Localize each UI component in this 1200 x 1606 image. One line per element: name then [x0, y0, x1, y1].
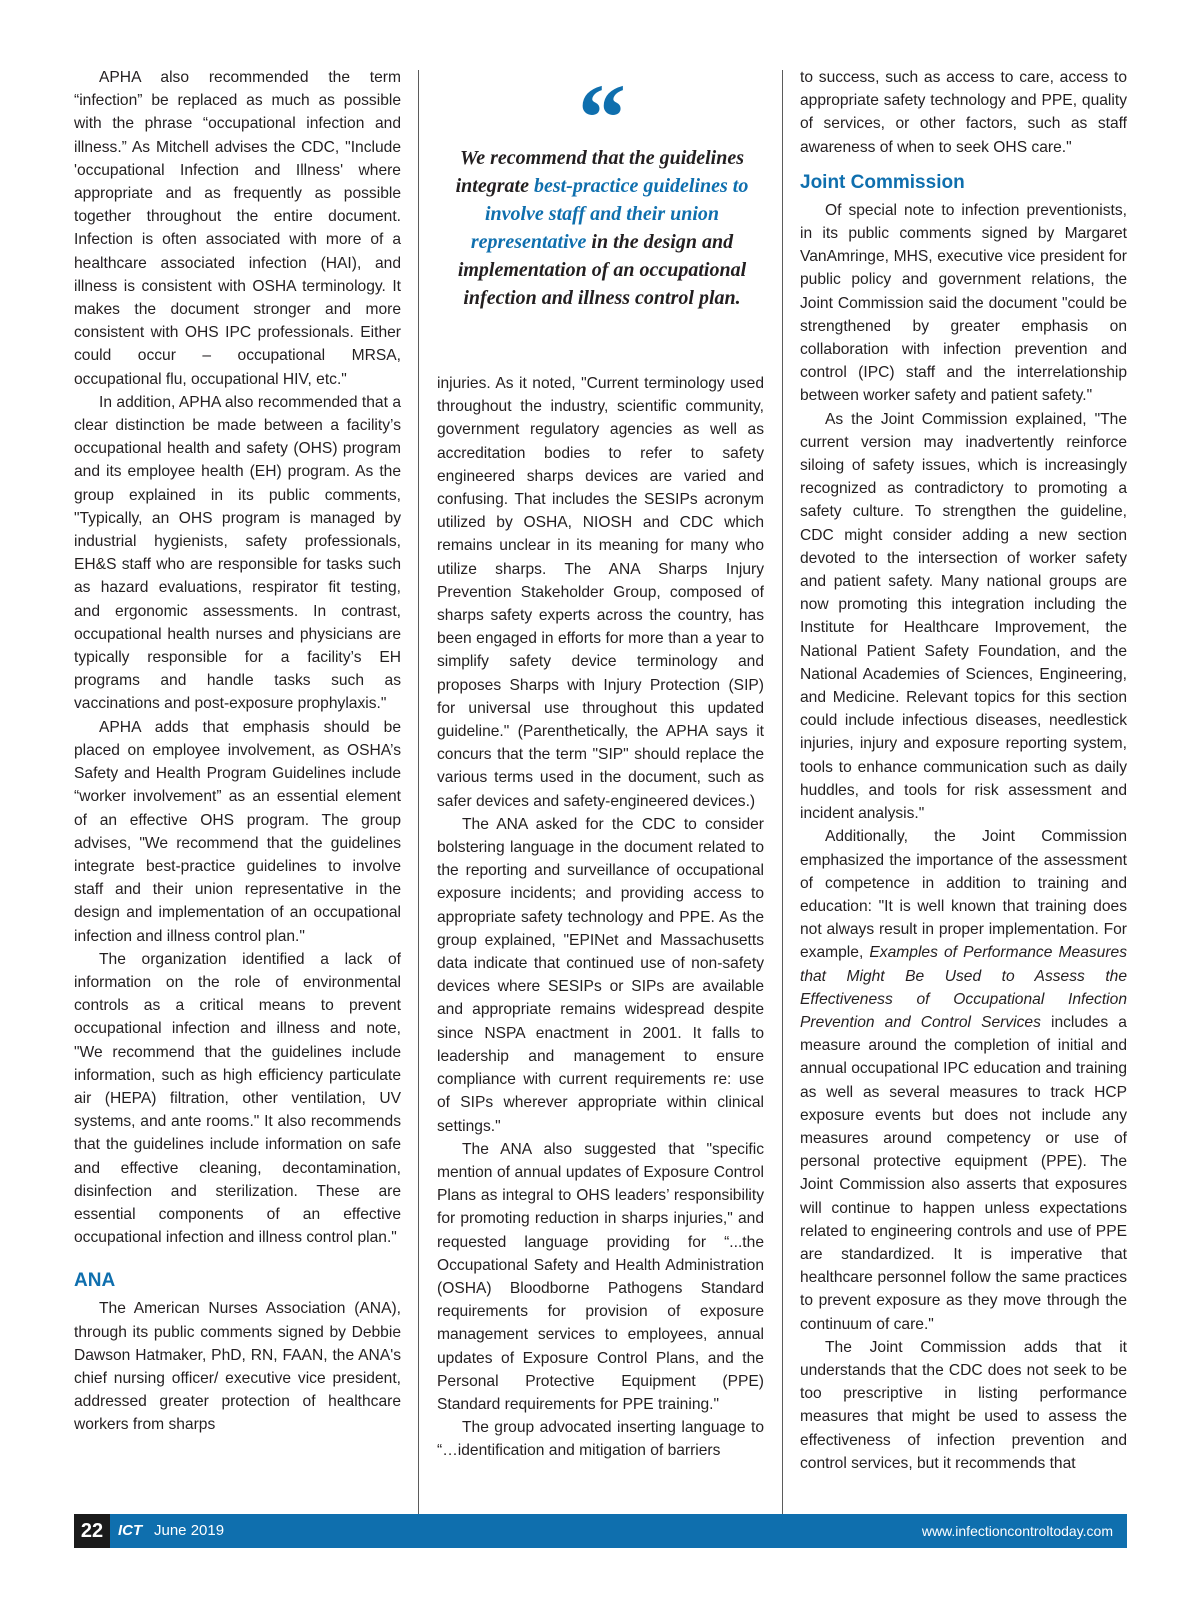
paragraph: The group advocated inserting language to “…identification and mitigation of barriers — [437, 1419, 764, 1460]
paragraph — [800, 825, 1127, 1335]
quote-mark-icon: “ — [578, 64, 626, 171]
issue-date: June 2019 — [154, 1522, 225, 1539]
column-divider-left — [418, 70, 419, 1540]
publication-name: ICT — [118, 1522, 143, 1539]
pull-quote — [432, 64, 772, 312]
section-heading-joint-commission: Joint Commission — [800, 171, 965, 193]
paragraph: to success, such as access to care, access to appropriate safety technology and PPE, quality of services, or other factors, such as staff awareness of when to seek OHS care." — [800, 69, 1127, 156]
website-link[interactable]: www.infectioncontroltoday.com — [921, 1523, 1113, 1539]
paragraph: The organization identified a lack of information on the role of environmental controls as a critical means to prevent occupational infection and illness and note, "We recommend that the guidelines include information, such as high efficiency particulate air (HEPA) filtration, other ventilation, UV systems, and ante rooms." It also recommends that the guidelines include information on safe and effective cleaning, decontamination, disinfection and sterilization. These are essential components of an effective occupational infection and illness control plan." — [74, 950, 401, 1247]
paragraph: In addition, APHA also recommended that a clear distinction be made between a facility’s occupational health and safety (OHS) program and its employee health (EH) program. As the group explained in its public comments, "Typically, an OHS program is managed by industrial hygienists, safety professionals, EH&S staff who are responsible for tasks such as hazard evaluations, respirator fit testing, and ergonomic assessments. In contrast, occupational health nurses and physicians are typically responsible for a facility’s EH programs and handle tasks such as vaccinations and post-exposure prophylaxis." — [74, 393, 401, 713]
paragraph: APHA adds that emphasis should be placed on employee involvement, as OSHA’s Safety and Health Program Guidelines include “worker involvement” as an essential element of an effective OHS program. The group advises, "We recommend that the guidelines integrate best-practice guidelines to involve staff and their union representative in the design and implementation of an occupational infection and illness control plan." — [74, 718, 401, 945]
page-number: 22 — [74, 1514, 110, 1548]
paragraph: The ANA also suggested that "specific mention of annual updates of Exposure Control Plans as integral to OHS leaders’ responsibility for promoting reduction in sharps injuries," and requested language providing for “...the Occupational Safety and Health Administration (OSHA) Bloodborne Pathogens Standard requirements for provision of exposure management services to employees, annual updates of Exposure Control Plans, and the Personal Protective Equipment (PPE) Standard requirements for PPE training." — [437, 1140, 764, 1413]
column-3 — [800, 66, 1127, 1531]
pull-quote-text-end: in the design and implementation of an occupational infection and illness control plan. — [457, 231, 747, 309]
pull-quote-text-start: We recommend that the guidelines integrate — [455, 147, 745, 197]
paragraph-text: includes a measure around the completion of initial and annual occupational IPC education and training as well as several measures to track HCP exposure events but does not include any measures around competency or use of personal protective equipment (PPE). The Joint Commission also asserts that exposures will continue to happen unless expectations related to engineering controls and use of PPE are standardized. It is imperative that healthcare personnel follow the same practices to prevent exposure as they move through the continuum of care." — [800, 1013, 1127, 1333]
column-2 — [437, 372, 764, 1532]
paragraph: injuries. As it noted, "Current terminology used throughout the industry, scientific community, government regulatory agencies as well as accreditation bodies to refer to safety engineered sharps devices are varied and confusing. That includes the SESIPs acronym utilized by OSHA, NIOSH and CDC which remains unclear in its meaning for many who utilize sharps. The ANA Sharps Injury Prevention Stakeholder Group, composed of sharps safety experts across the country, has been engaged in efforts for more than a year to simplify safety device terminology and proposes Sharps with Injury Protection (SIP) for universal use throughout this updated guideline." (Parenthetically, the APHA says it concurs that the term "SIP" should replace the various terms used in the document, such as safer devices and safety-engineered devices.) — [437, 375, 764, 810]
section-heading-ana: ANA — [74, 1270, 116, 1292]
column-1 — [74, 66, 401, 1531]
paragraph: As the Joint Commission explained, "The current version may inadvertently reinforce siloing of safety issues, which is increasingly recognized as contradictory to promoting a safety culture. To strengthen the guideline, CDC might consider adding a new section devoted to the intersection of worker safety and patient safety. Many national groups are now promoting this integration including the Institute for Healthcare Improvement, the National Patient Safety Foundation, and the National Academies of Sciences, Engineering, and Medicine. Relevant topics for this section could include infectious diseases, needlestick injuries, injury and exposure reporting system, tools to enhance communication such as daily huddles, and tools for risk assessment and incident analysis." — [800, 410, 1127, 823]
paragraph: APHA also recommended the term “infection” be replaced as much as possible with the phrase “occupational infection and illness.” As Mitchell advises the CDC, "Include 'occupational Infection and Illness' where appropriate and as frequently as possible together throughout the entire document. Infection is often associated with more of a healthcare associated infection (HAI), and illness is consistent with OSHA terminology. It makes the document stronger and more consistent with OHS IPC professionals. Either could occur – occupational MRSA, occupational flu, occupational HIV, etc." — [74, 69, 401, 388]
paragraph: Of special note to infection preventionists, in its public comments signed by Margaret VanAmringe, MHS, executive vice president for public policy and government relations, the Joint Commission said the document "could be strengthened by greater emphasis on collaboration with infection prevention and control (IPC) staff and the interrelationship between worker safety and patient safety." — [800, 201, 1127, 405]
paragraph: The American Nurses Association (ANA), through its public comments signed by Debbie Dawson Hatmaker, PhD, RN, FAAN, the ANA's chief nursing officer/ executive vice president, addressed greater protection of healthcare workers from sharps — [74, 1300, 401, 1434]
pull-quote-text — [432, 144, 772, 312]
paragraph: The ANA asked for the CDC to consider bolstering language in the document related to the reporting and surveillance of occupational exposure incidents; and providing access to appropriate safety technology and PPE. As the group explained, "EPINet and Massachusetts data indicate that continued use of non-safety devices where SESIPs or SIPs are available and appropriate remains widespread despite since NSPA enactment in 2001. It falls to leadership and management to ensure compliance with current requirements re: use of SIPs wherever appropriate within clinical settings." — [437, 815, 764, 1135]
report-title: Examples of Performance Measures that Might Be Used to Assess the Effectiveness of Occupational Infection Prevention and Control Services — [800, 944, 1127, 1031]
pull-quote-highlight: best-practice guidelines to involve staff and their union representative — [470, 175, 749, 253]
page-footer — [74, 1514, 1127, 1548]
column-divider-right — [782, 70, 783, 1540]
paragraph: The Joint Commission adds that it understands that the CDC does not seek to be too prescriptive in listing performance measures that might be used to assess the effectiveness of infection prevention and control services, but it recommends that — [800, 1338, 1127, 1472]
paragraph-text: Additionally, the Joint Commission emphasized the importance of the assessment of competence in addition to training and education: "It is well known that training does not always result in proper implementation. For example, — [800, 828, 1127, 962]
